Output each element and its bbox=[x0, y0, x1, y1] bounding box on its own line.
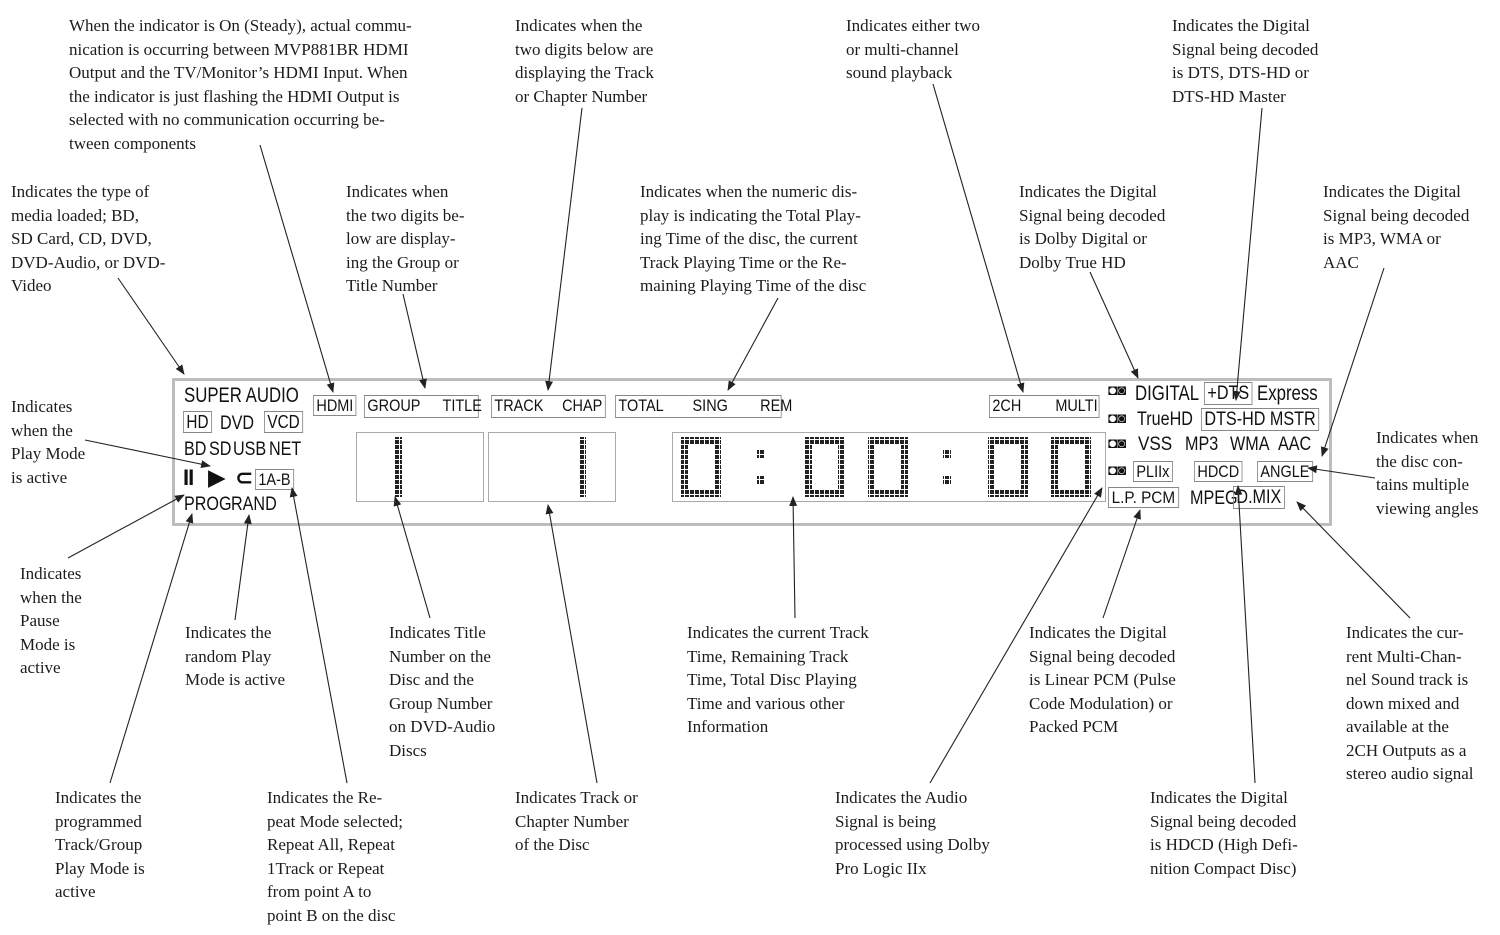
play-arrow bbox=[85, 440, 210, 466]
group-label: GROUP bbox=[367, 396, 421, 415]
annotation-track-time: Indicates the current Track Time, Remaining Track Time, Total Disc Playing Time and various other Information bbox=[687, 623, 869, 736]
annotation-play-mode: Indicates when the Play Mode is active bbox=[11, 397, 86, 487]
media-arrow bbox=[118, 278, 184, 374]
random-arrow bbox=[235, 515, 249, 620]
annotation-pause-mode: Indicates when the Pause Mode is active bbox=[20, 564, 82, 677]
angle-arrow bbox=[1308, 468, 1375, 478]
dolby-logo-icon-4: ◘◙ bbox=[1108, 462, 1127, 479]
angle-indicator: ANGLE bbox=[1257, 461, 1313, 482]
time-min-ones-digit-seg-b bbox=[901, 437, 908, 467]
bd-indicator: BD bbox=[184, 439, 207, 460]
track-digit-seg-b bbox=[579, 437, 586, 467]
title-label: TITLE bbox=[442, 396, 482, 415]
total-label: TOTAL bbox=[618, 396, 664, 415]
vcd-indicator: VCD bbox=[264, 411, 303, 433]
time-colon-2-bottom bbox=[943, 476, 951, 484]
hdmi-indicator: HDMI bbox=[313, 395, 357, 416]
aac-indicator: AAC bbox=[1278, 434, 1312, 455]
plus-dts-indicator: +DTS bbox=[1204, 382, 1253, 405]
annotation-media: Indicates the type of media loaded; BD, SD Card, CD, DVD, DVD-Audio, or DVD- Video bbox=[11, 182, 166, 295]
time-sec-ones-digit-seg-f bbox=[1051, 437, 1058, 467]
annotation-mp3: Indicates the Digital Signal being decoded is MP3, WMA or AAC bbox=[1323, 182, 1470, 272]
track-number-arrow bbox=[548, 505, 597, 783]
annotation-angle: Indicates when the disc con- tains multiple viewing angles bbox=[1376, 428, 1479, 518]
repeat-ab-indicator: 1A-B bbox=[255, 469, 294, 490]
channel-arrow bbox=[933, 84, 1023, 392]
time-sec-ones-digit-seg-b bbox=[1084, 437, 1091, 467]
annotation-track-number: Indicates Track or Chapter Number of the Disc bbox=[515, 788, 638, 854]
annotation-track-chap: Indicates when the two digits below are displaying the Track or Chapter Number bbox=[515, 16, 654, 106]
seven-segment-digits bbox=[395, 437, 1091, 497]
pause-arrow bbox=[68, 495, 184, 558]
annotation-repeat: Indicates the Re- peat Mode selected; Repeat All, Repeat 1Track or Repeat from point A to point B on the disc bbox=[267, 788, 403, 925]
dolby-logo-icon-2: ◘◙ bbox=[1108, 410, 1127, 427]
express-indicator: Express bbox=[1257, 382, 1318, 405]
track-time-arrow bbox=[793, 497, 795, 618]
hdmi-arrow bbox=[260, 145, 333, 392]
rem-label: REM bbox=[760, 396, 793, 415]
dmix-arrow bbox=[1297, 502, 1410, 618]
time-sec-tens-digit-seg-b bbox=[1021, 437, 1028, 467]
annotation-time-mode: Indicates when the numeric dis- play is indicating the Total Play- ing Time of the disc, the current Track Playing Time or the Re- maining Playing Time of the disc bbox=[640, 182, 867, 295]
time-sec-ones-digit-seg-e bbox=[1051, 467, 1058, 497]
time-min-ones-digit-seg-e bbox=[868, 467, 875, 497]
dts-arrow bbox=[1236, 108, 1262, 400]
dolby-logo-icon-3: ◘◙ bbox=[1108, 435, 1127, 452]
annotation-prog: Indicates the programmed Track/Group Play Mode is active bbox=[55, 788, 145, 901]
time-min-tens-digit-seg-e bbox=[805, 467, 812, 497]
repeat-icon: ⊂ bbox=[235, 465, 254, 490]
track-chap-arrow bbox=[548, 108, 582, 390]
time-mode-arrow bbox=[728, 298, 778, 390]
track-label: TRACK bbox=[494, 396, 544, 415]
time-colon-1-bottom bbox=[757, 476, 765, 484]
annotation-hdcd: Indicates the Digital Signal being decoded is HDCD (High Defi- nition Compact Disc) bbox=[1150, 788, 1298, 878]
usb-indicator: USB bbox=[233, 439, 267, 460]
two-ch-label: 2CH bbox=[992, 396, 1022, 415]
dolby-arrow bbox=[1090, 272, 1138, 378]
lpcm-indicator: L.P. PCM bbox=[1108, 487, 1179, 508]
pro-logic-arrow bbox=[930, 488, 1102, 783]
hdcd-arrow bbox=[1238, 486, 1255, 783]
leader-lines bbox=[68, 84, 1410, 783]
dvd-indicator: DVD bbox=[220, 413, 255, 434]
title-number-arrow bbox=[395, 497, 430, 618]
dmix-indicator: D.MIX bbox=[1233, 486, 1285, 509]
vss-indicator: VSS bbox=[1138, 434, 1173, 455]
mp3-indicator: MP3 bbox=[1185, 434, 1219, 455]
time-min-ones-digit-seg-f bbox=[868, 437, 875, 467]
prog-arrow bbox=[110, 514, 192, 783]
super-audio-indicator: SUPER AUDIO bbox=[184, 384, 299, 407]
multi-label: MULTI bbox=[1055, 396, 1098, 415]
hdcd-indicator: HDCD bbox=[1194, 461, 1243, 482]
annotation-dolby: Indicates the Digital Signal being decoded is Dolby Digital or Dolby True HD bbox=[1019, 182, 1166, 272]
dolby-logo-icon: ◘◙ bbox=[1108, 382, 1127, 399]
annotation-dmix: Indicates the cur- rent Multi-Chan- nel Sound track is down mixed and available at the 2CH Outputs as a stereo audio signal bbox=[1346, 623, 1474, 783]
time-hour-digit-seg-f bbox=[681, 437, 688, 467]
chap-label: CHAP bbox=[562, 396, 603, 415]
pause-icon: II bbox=[183, 465, 194, 490]
time-colon-1-top bbox=[757, 450, 765, 458]
time-colon-2-top bbox=[943, 450, 951, 458]
annotation-group-title: Indicates when the two digits be- low are display- ing the Group or Title Number bbox=[346, 182, 465, 295]
title-digit-seg-c bbox=[395, 467, 402, 497]
annotation-channel-sound: Indicates either two or multi-channel sound playback bbox=[846, 16, 981, 82]
time-sec-tens-digit-seg-f bbox=[988, 437, 995, 467]
mpeg-indicator: MPEG bbox=[1190, 488, 1238, 509]
truehd-indicator: TrueHD bbox=[1137, 409, 1193, 430]
annotation-pro-logic: Indicates the Audio Signal is being processed using Dolby Pro Logic IIx bbox=[835, 788, 990, 878]
wma-indicator: WMA bbox=[1230, 434, 1270, 455]
time-min-tens-digit-seg-f bbox=[805, 437, 812, 467]
sing-label: SING bbox=[692, 396, 728, 415]
dts-hd-mstr-indicator: DTS-HD MSTR bbox=[1201, 408, 1319, 431]
group-title-arrow bbox=[403, 294, 425, 388]
time-sec-tens-digit-seg-e bbox=[988, 467, 995, 497]
annotation-dts: Indicates the Digital Signal being decoded is DTS, DTS-HD or DTS-HD Master bbox=[1172, 16, 1319, 106]
mp3-arrow bbox=[1322, 268, 1384, 456]
annotation-title-number: Indicates Title Number on the Disc and the Group Number on DVD-Audio Discs bbox=[389, 623, 496, 760]
title-digit-seg-b bbox=[395, 437, 402, 467]
time-min-tens-digit-seg-b bbox=[838, 437, 845, 467]
time-hour-digit-seg-e bbox=[681, 467, 688, 497]
digital-indicator: DIGITAL bbox=[1135, 382, 1200, 405]
net-indicator: NET bbox=[269, 439, 302, 460]
time-hour-digit-seg-b bbox=[714, 437, 721, 467]
hd-indicator: HD bbox=[183, 411, 212, 433]
prog-indicator: PROG bbox=[184, 494, 232, 515]
sd-indicator: SD bbox=[209, 439, 232, 460]
repeat-arrow bbox=[292, 488, 347, 783]
annotation-random: Indicates the random Play Mode is active bbox=[185, 623, 286, 689]
plIIx-indicator: PLIIx bbox=[1133, 461, 1173, 482]
annotation-lpcm: Indicates the Digital Signal being decoded is Linear PCM (Pulse Code Modulation) or Packed PCM bbox=[1029, 623, 1176, 736]
track-digit-seg-c bbox=[579, 467, 586, 497]
rand-indicator: RAND bbox=[231, 494, 277, 515]
annotation-hdmi: When the indicator is On (Steady), actual commu- nication is occurring between MVP881BR HDMI Output and the TV/Monitor’s HDMI Input. When the indicator is just flashing the HDMI Output is selected with no communication occurring be- tween components bbox=[69, 16, 412, 153]
play-icon: ▶ bbox=[208, 464, 226, 490]
lpcm-arrow bbox=[1103, 510, 1140, 618]
